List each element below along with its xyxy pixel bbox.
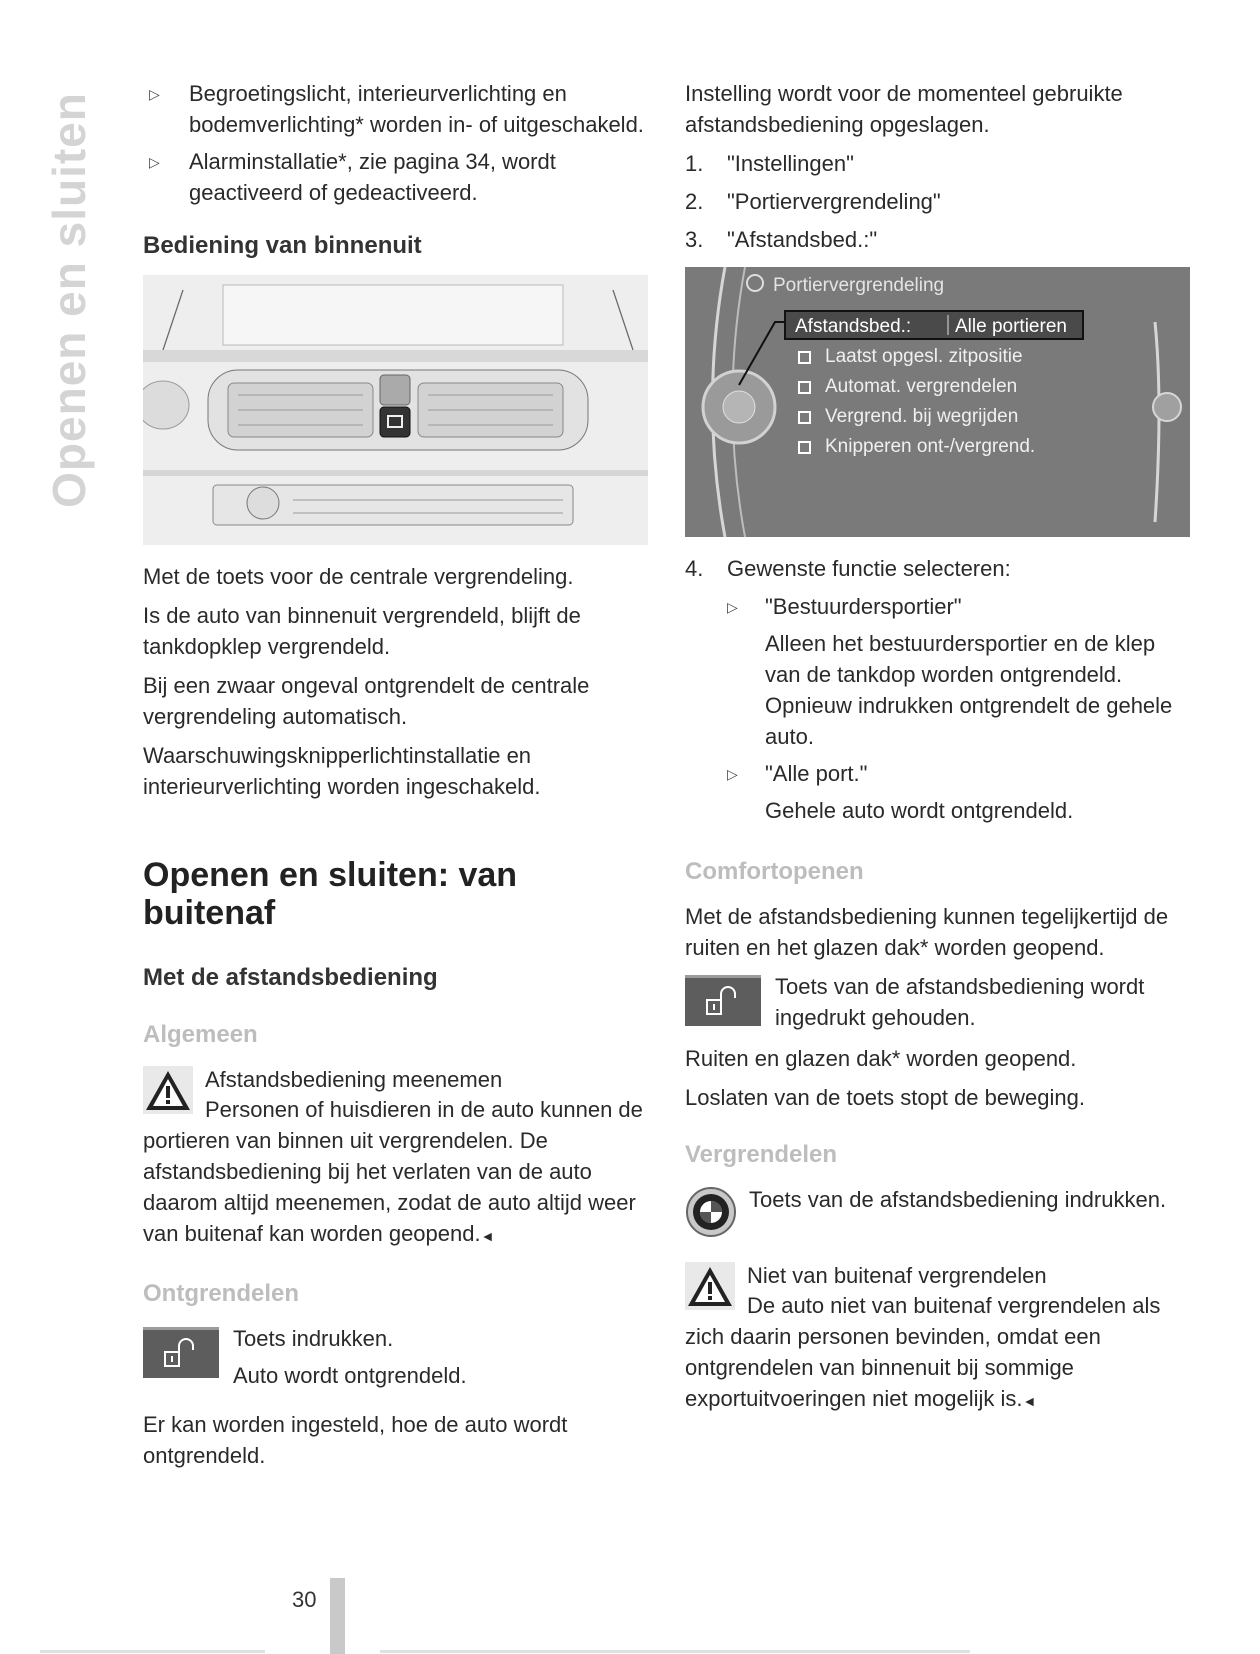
idrive-screen-figure: [685, 267, 1190, 537]
page-number: 30: [292, 1587, 317, 1612]
unlock-key-button-icon: [685, 975, 761, 1026]
unlock-key-block: [143, 1323, 648, 1391]
bullet-item: ▷ Alarminstallatie*, zie pagina 34, wordt geactiveerd of gedeactiveerd.: [149, 149, 556, 205]
triangle-bullet-icon: ▷: [149, 154, 160, 170]
sub-bullet-item: ▷ "Bestuurdersportier": [685, 591, 1195, 622]
list-item: 1. "Instellingen": [685, 151, 854, 176]
left-column: [143, 78, 648, 1479]
triangle-bullet-icon: ▷: [149, 86, 160, 102]
paragraph: Er kan worden ingesteld, hoe de auto wordt ontgrendeld.: [143, 1412, 568, 1468]
paragraph: Bij een zwaar ongeval ontgrendelt de centrale vergrendeling automatisch.: [143, 673, 590, 729]
right-column: [685, 78, 1195, 1427]
ontgrendelen-line2: Auto wordt ontgrendeld.: [233, 1363, 467, 1388]
sub-bullet-item: ▷ "Alle port.": [685, 758, 1195, 789]
dashboard-lock-button-figure: [143, 275, 648, 545]
warning-title: Afstandsbediening meenemen: [205, 1067, 503, 1092]
end-mark-icon: ◄: [480, 1228, 495, 1244]
heading-algemeen: Algemeen: [143, 1021, 258, 1048]
warning-triangle-icon: [143, 1066, 193, 1114]
intro-paragraph: Instelling wordt voor de momenteel gebruikte afstandsbediening opgeslagen.: [685, 81, 1123, 137]
comfort-key-block: [685, 971, 1195, 1033]
footer-divider: [380, 1650, 970, 1653]
lock-key-block: [685, 1184, 1195, 1238]
paragraph: Loslaten van de toets stopt de beweging.: [685, 1085, 1085, 1110]
screen-option: Automat. vergrendelen: [825, 376, 1018, 397]
end-mark-icon: ◄: [1022, 1393, 1037, 1409]
footer-divider: [40, 1650, 265, 1653]
vergrendelen-key-text: Toets van de afstandsbediening indrukken.: [749, 1187, 1167, 1212]
comfort-key-text: Toets van de afstandsbediening wordt ingedrukt gehouden.: [775, 974, 1145, 1030]
paragraph: Waarschuwingsknipperlichtinstallatie en interieurverlichting worden ingeschakeld.: [143, 743, 541, 799]
screen-selected-label: Afstandsbed.:: [795, 316, 912, 337]
bullet-item: ▷ Begroetingslicht, interieurverlichting en bodemverlichting* worden in- of uitgeschakeld.: [149, 81, 644, 137]
warning-title: Niet van buitenaf vergrendelen: [747, 1263, 1047, 1288]
heading-comfortopenen: Comfortopenen: [685, 858, 864, 885]
option-description: Alleen het bestuurdersportier en de klep van de tankdop worden ontgrendeld. Opnieuw indrukken ontgrendelt de gehele auto.: [765, 631, 1173, 749]
heading-binnenuit: Bediening van binnenuit: [143, 232, 422, 259]
screen-option: Laatst opgesl. zitpositie: [825, 346, 1023, 367]
triangle-bullet-icon: ▷: [727, 766, 738, 782]
screen-option: Knipperen ont-/vergrend.: [825, 436, 1036, 457]
dashboard-illustration: [143, 275, 648, 545]
paragraph: Is de auto van binnenuit vergrendeld, blijft de tankdopklep vergrendeld.: [143, 603, 581, 659]
steps-list: [685, 148, 1195, 255]
unlock-key-button-icon: [143, 1327, 219, 1378]
ontgrendelen-line1: Toets indrukken.: [233, 1326, 394, 1351]
bmw-lock-key-icon: [685, 1186, 737, 1238]
main-heading: Openen en sluiten: van buitenaf: [143, 856, 518, 932]
heading-afstandsbediening: Met de afstandsbediening: [143, 964, 438, 991]
triangle-bullet-icon: ▷: [727, 599, 738, 615]
warning-triangle-icon: [685, 1262, 735, 1310]
page-number-bar: [330, 1578, 345, 1654]
option-description: Gehele auto wordt ontgrendeld.: [765, 798, 1074, 823]
screen-option: Vergrend. bij wegrijden: [825, 406, 1019, 427]
section-title-text: Openen en sluiten: [43, 92, 95, 508]
list-item: 2. "Portiervergrendeling": [685, 189, 941, 214]
paragraph: Met de toets voor de centrale vergrendeling.: [143, 564, 574, 589]
heading-vergrendelen: Vergrendelen: [685, 1141, 838, 1168]
warning-text: Personen of huisdieren in de auto kunnen de portieren van binnen uit vergrendelen. De afstandsbediening bij het verlaten van de auto daarom altijd meenemen, zodat de auto altijd weer van buitenaf kan worden geopend.: [143, 1097, 643, 1246]
screen-title: Portiervergrendeling: [773, 275, 945, 296]
list-item: 4. Gewenste functie selecteren:: [685, 556, 1011, 581]
warning-block: [143, 1064, 648, 1252]
warning-text: De auto niet van buitenaf vergrendelen als zich daarin personen bevinden, omdat een ontgrendelen van binnenuit bij sommige exportuitvoeringen niet mogelijk is.: [685, 1293, 1161, 1411]
paragraph: Met de afstandsbediening kunnen tegelijkertijd de ruiten en het glazen dak* worden geopend.: [685, 904, 1169, 960]
paragraph: Ruiten en glazen dak* worden geopend.: [685, 1046, 1077, 1071]
sidebar-section-title: [34, 70, 104, 530]
heading-ontgrendelen: Ontgrendelen: [143, 1280, 300, 1307]
screen-selected-value: Alle portieren: [955, 316, 1067, 337]
warning-block: [685, 1260, 1195, 1417]
list-item: 3. "Afstandsbed.:": [685, 227, 878, 252]
